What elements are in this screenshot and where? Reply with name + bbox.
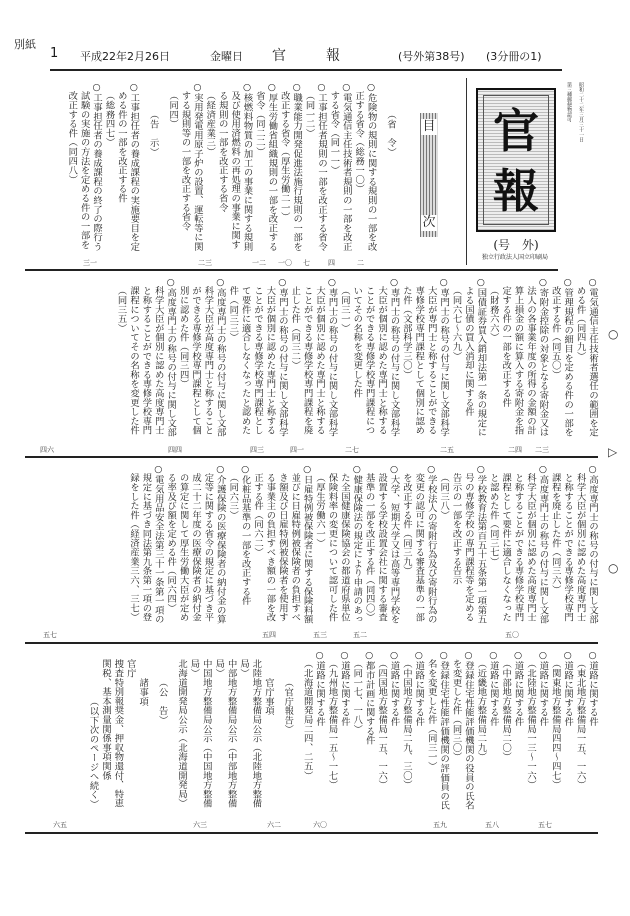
- entry-title: ○道路に関する件: [512, 650, 524, 727]
- subsection-heading: [261, 650, 273, 816]
- postal-permit: 第三種郵便物認可: [566, 82, 572, 122]
- toc-char: 次: [422, 215, 436, 230]
- page-reference-number: 四: [328, 259, 335, 267]
- entry-title: ○管理規程の細目を定める件の一部を改正する件: [549, 277, 574, 437]
- postal-permit-date: 昭和二十二年三月三十一日: [578, 82, 584, 142]
- masthead-char: 官: [493, 104, 539, 158]
- entry-reference: （同四九）: [574, 314, 586, 361]
- entry-reference: （同三七）: [487, 519, 499, 567]
- toc-char: 目: [422, 119, 436, 134]
- extra-edition-label: (号 外): [493, 238, 539, 252]
- entry-title: （省 令）: [385, 109, 396, 157]
- entry-title: 北陸地方整備局公示（北陸地方整備局）: [238, 659, 262, 809]
- entry-title: ○道路に関する件: [587, 650, 598, 727]
- volume-label: (3分冊の1): [486, 50, 542, 63]
- entry-reference: （同三五）: [115, 286, 127, 333]
- entry-title: ○寄附金控除の対象となる寄附金又は法人の各事業年度の所得の金額の計算上損金の額に算入する寄附金を指定する件の一部を改正する件: [500, 277, 549, 437]
- punch-hole-mark: ○: [608, 561, 619, 575]
- entry-reference: （同一二）: [303, 91, 315, 138]
- contents-entry[interactable]: [362, 464, 399, 628]
- entry-title: ○専門士の称号の付与に関し文部科学大臣が個別に認めた専門士と称することができる専修学校専門課程を廃止した件: [289, 277, 338, 437]
- contents-entry[interactable]: [437, 464, 487, 628]
- entry-title: ○道路に関する件: [562, 650, 574, 727]
- page-reference-number: 四三: [250, 446, 264, 454]
- entry-title: ○専門士の称号の付与に関し文部科学大臣が個別に認めた専門士と称することができる専修学校専門課程として要件に適合しなくなったと認めた件: [227, 277, 288, 437]
- contents-entry[interactable]: [313, 464, 363, 628]
- masthead-divider: [466, 78, 467, 265]
- entry-title: （公 告）: [156, 677, 168, 725]
- entry-reference: （総務一〇）: [353, 137, 365, 194]
- page-reference-number: 六五: [53, 821, 67, 829]
- page-reference-number: 二三: [535, 446, 549, 454]
- entry-title: 中部地方整備局公示（中部地方整備局）: [213, 659, 237, 809]
- section-heading: [384, 82, 396, 254]
- contents-entry[interactable]: [548, 277, 573, 441]
- entry-title: ○核燃料物質の加工の事業に関する規則及び使用済燃料の再処理の事業に関する規則の一部を改正する省令: [216, 82, 253, 252]
- gazette-title-1: 官: [272, 48, 286, 64]
- page-reference-number: 四一: [290, 446, 304, 454]
- contents-entry[interactable]: [277, 82, 302, 254]
- entry-reference: （同六四）: [165, 566, 177, 613]
- contents-entry[interactable]: [486, 464, 548, 628]
- contents-entry[interactable]: [203, 82, 253, 254]
- page-reference-number: 五〇: [505, 631, 519, 639]
- contents-entry: [212, 650, 237, 816]
- entry-reference: （同四〇）: [363, 575, 375, 623]
- entry-title: 北海道開発局公示（北海道開発局）: [176, 659, 187, 809]
- entry-title: 官庁: [124, 659, 136, 678]
- page-reference-number: 五四: [262, 631, 276, 639]
- table-of-contents-label: [420, 113, 438, 237]
- entry-title: （官庁報告）: [282, 677, 294, 734]
- contents-entry[interactable]: [573, 650, 598, 816]
- page-reference-number: 一二: [252, 259, 266, 267]
- entry-title: ○介護保険の医療保険者の納付金の算定等に関する省令の規定に基づき平成二十二年度の医療保険者の納付金の算定に関して厚生労働大臣が定める率及び額を定める件: [165, 464, 226, 624]
- entry-title: ○工事担任者の養成課程の終了の際行う試験の実施の方法を定める件の一部を改正する件: [66, 82, 103, 252]
- entry-title: ○高度専門士の称号の付与に関し文部科学大臣が個別に認めた高度専門士と称することができる専修学校専門課程を廃止した件: [549, 464, 598, 624]
- entry-reference: （同六三）: [227, 473, 239, 520]
- page-reference-number: 三一: [83, 259, 97, 267]
- entry-reference: （経済産業三）: [204, 91, 216, 157]
- issue-date: 平成22年2月26日: [80, 50, 170, 63]
- contents-entry[interactable]: [325, 650, 350, 816]
- weekday: 金曜日: [210, 50, 243, 63]
- entry-reference: （東北地方整備局一五、一六）: [574, 659, 586, 790]
- page-reference-number: 四六: [40, 446, 54, 454]
- entry-title: ○道路に関する件: [338, 650, 350, 727]
- entry-title: ○健康保険法の規定により申請のあった全国健康保険協会の都道府県単位保険料率の変更について認可した件: [326, 464, 363, 624]
- publisher: 独立行政法人国立印刷局: [481, 254, 548, 261]
- page-reference-number: 二七: [345, 446, 359, 454]
- entry-reference: （同六二）: [252, 510, 264, 557]
- band-divider: [25, 456, 598, 458]
- entry-reference: （同三二）: [289, 323, 301, 370]
- section-heading: [146, 82, 158, 254]
- page-reference-number: 二五: [440, 446, 454, 454]
- contents-entry[interactable]: [573, 277, 598, 441]
- entry-title: ○工事担任者規則の一部を改正する省令: [315, 82, 327, 252]
- contents-band-1: [25, 82, 403, 254]
- contents-entry[interactable]: [114, 277, 176, 441]
- contents-entry[interactable]: [449, 650, 474, 816]
- contents-entry[interactable]: [102, 82, 139, 254]
- masthead-logo: [476, 88, 556, 232]
- entry-title: ○危険物の規則に関する規則の一部を改正する省令: [353, 82, 377, 252]
- page-reference-number: 七: [303, 259, 310, 267]
- contents-band-2: [25, 277, 598, 441]
- entry-reference: （同一一）: [328, 128, 340, 175]
- entry-title: ○大学、短期大学又は高等専門学校を設置する学校設置会社に関する審査基準の一部を改正する件: [363, 464, 400, 624]
- page-reference-number: 五七: [43, 631, 57, 639]
- page-reference-number: 五二: [353, 631, 367, 639]
- contents-entry: [86, 650, 98, 816]
- subsection-heading: [136, 650, 148, 816]
- contents-entry: [175, 650, 187, 816]
- page-reference-number: 六〇: [313, 821, 327, 829]
- entry-reference: （九州地方整備局一五～一七）: [326, 659, 338, 790]
- page-reference-number: 六三: [193, 821, 207, 829]
- entry-title: ○道路に関する件: [388, 650, 400, 727]
- entry-title: ○電気通信主任技術者規則の一部を改正する省令: [328, 82, 352, 252]
- entry-title: ○電気通信主任技術者選任の範囲を定める件: [574, 277, 598, 437]
- contents-entry[interactable]: [400, 650, 425, 816]
- entry-title: ○高度専門士の称号の付与に関し文部科学大臣が個別に認めた高度専門士と称することができる専修学校専門課程として要件に適合しなくなったと認めた件: [487, 464, 549, 624]
- section-heading: [281, 650, 293, 816]
- entry-reference: （近畿地方整備局二九）: [475, 659, 487, 762]
- contents-entry[interactable]: [226, 277, 288, 441]
- page-reference-number: 五七: [538, 821, 552, 829]
- contents-entry[interactable]: [127, 464, 164, 628]
- entry-title: ○日雇特例被保険者に関する保険料額並びに日雇特例被保険者の負担すべき額及び日雇特例被保険者を使用する事業主の負担すべき額の一部を改正する件: [252, 464, 313, 624]
- entry-reference: （同三一）: [338, 286, 350, 333]
- page-reference-number: 二: [357, 259, 364, 267]
- contents-entry[interactable]: [164, 464, 226, 628]
- band-divider: [25, 642, 598, 644]
- entry-title: ○学校教育法第百五十五条第一項第五号の専修学校の専門課程等を定める告示の一部を改正する告示: [450, 464, 487, 624]
- entry-title: ○高度専門士の称号の付与に関し文部科学大臣が高度専門士と称することができる専修学校専門課程として個別に認めた件: [177, 277, 226, 437]
- entry-title: ○専門士の称号の付与に関し文部科学大臣が個別に認めた専門士と称することができる専修学校専門課程についてその名称を変更した件: [351, 277, 400, 437]
- entry-reference: （同三九）: [400, 529, 412, 576]
- band-divider: [25, 269, 558, 271]
- page-reference-number: 五三: [313, 631, 327, 639]
- page-reference-number: 四四: [168, 446, 182, 454]
- entry-reference: （同一七、一八）: [351, 659, 363, 734]
- page-number: 1: [50, 46, 59, 61]
- entry-title: ○道路に関する件: [314, 650, 326, 727]
- entry-title: 捜査特別報奨金、押収物還付、特恵関税、基本測量関係事項関係: [99, 659, 124, 809]
- contents-entry: [123, 650, 135, 816]
- contents-entry[interactable]: [400, 277, 450, 441]
- contents-entry[interactable]: [375, 650, 400, 816]
- contents-entry[interactable]: [352, 82, 377, 254]
- page-reference-number: 二三: [198, 259, 212, 267]
- contents-entry[interactable]: [166, 82, 203, 254]
- entry-title: ○学校法人の寄附行為及び寄附行為の変更の認可に関する審査基準の一部を改正する件: [400, 464, 437, 624]
- entry-reference: （同三〇）: [450, 715, 462, 762]
- entry-title: 中国地方整備局公示（中国地方整備局）: [188, 659, 212, 809]
- contents-entry[interactable]: [302, 82, 327, 254]
- issue-number: (号外第38号): [398, 50, 465, 63]
- header-rule: [50, 69, 562, 71]
- contents-entry[interactable]: [65, 82, 102, 254]
- entry-reference: （同二二）: [253, 109, 265, 157]
- entry-title: ○実用発電用原子炉の設置、運転等に関する規則等の一部を改正する省令: [179, 82, 203, 252]
- contents-entry[interactable]: [449, 277, 486, 441]
- entry-title: ○工事担任者の養成課程の実施要目を定める件の一部を改正する件: [115, 82, 140, 252]
- entry-reference: （四国地方整備局一五、一六）: [376, 659, 388, 790]
- contents-entry[interactable]: [288, 277, 338, 441]
- entry-reference: （同三一）: [425, 724, 437, 771]
- entry-reference: （同四八）: [66, 137, 78, 185]
- contents-entry[interactable]: [499, 650, 524, 816]
- entry-reference: （経済産業三六、三七）: [127, 519, 139, 623]
- contents-entry[interactable]: [548, 650, 573, 816]
- center-mark: ▷: [608, 445, 618, 459]
- contents-entry[interactable]: [548, 464, 598, 628]
- entry-title: （告 示）: [147, 109, 159, 157]
- entry-title: ○登録住宅性能評価機関の役員の氏名を変更した件: [450, 650, 474, 810]
- contents-entry[interactable]: [327, 82, 352, 254]
- entry-reference: （同三四）: [177, 342, 189, 389]
- entry-reference: （文部科学三〇）: [400, 304, 412, 380]
- page-reference-number: 二四: [508, 446, 522, 454]
- contents-entry: [237, 650, 262, 816]
- entry-reference: （中国地方整備局二九、三〇）: [400, 659, 412, 790]
- masthead-char: 報: [493, 164, 539, 218]
- entry-reference: （中部地方整備局二〇）: [500, 659, 512, 762]
- entry-title: ○職業能力開発促進法施行規則の一部を改正する省令: [278, 82, 303, 252]
- entry-title: ○高度専門士の称号の付与に関し文部科学大臣が個別に認めた高度専門士と称することができる専修学校専門課程についてその名称を変更した件: [127, 277, 177, 437]
- entry-reference: （関東地方整備局四四～四七）: [549, 659, 561, 790]
- contents-entry[interactable]: [300, 650, 325, 816]
- section-heading: [155, 650, 167, 816]
- entry-reference: （同五〇）: [549, 332, 561, 380]
- page-reference-number: 六二: [267, 821, 281, 829]
- contents-entry[interactable]: [350, 650, 375, 816]
- entry-title: 諸事項: [137, 677, 149, 706]
- entry-title: ○都市計画に関する件: [363, 650, 375, 745]
- contents-entry[interactable]: [424, 650, 449, 816]
- page-reference-number: 五八: [485, 821, 499, 829]
- gazette-title-2: 報: [326, 48, 340, 64]
- contents-entry[interactable]: [176, 277, 226, 441]
- entry-title: ○登録住宅性能評価機関の評価員の氏名を変更した件: [425, 650, 450, 810]
- contents-band-4: [25, 650, 598, 816]
- entry-title: 官庁事項: [262, 677, 274, 716]
- contents-entry[interactable]: [337, 277, 399, 441]
- entry-title: ○国債証券買入銷却法第一条の規定による国債の買入消却に関する件: [462, 277, 487, 437]
- punch-hole-mark: ○: [608, 327, 619, 341]
- page-reference-number: 一〇: [278, 259, 292, 267]
- entry-reference: （同三三）: [227, 295, 239, 343]
- contents-entry: [187, 650, 212, 816]
- entry-reference: （北陸地方整備局一三～一六）: [524, 659, 536, 790]
- contents-entry[interactable]: [474, 650, 499, 816]
- entry-reference: （厚生労働二一）: [278, 147, 290, 222]
- entry-title: ○電気用品安全法第三十一条第一項の規定に基づき同法第九条第一項の登録をした件: [127, 464, 164, 624]
- contents-entry[interactable]: [400, 464, 437, 628]
- entry-reference: （北海道開発局二四、二五）: [301, 659, 313, 781]
- entry-reference: （同三八）: [438, 473, 450, 520]
- contents-entry[interactable]: [524, 650, 549, 816]
- entry-title: ○道路に関する件: [487, 650, 499, 727]
- entry-reference: （厚生労働六一）: [314, 473, 326, 548]
- contents-entry[interactable]: [253, 82, 278, 254]
- contents-band-3: [25, 464, 598, 628]
- entry-title: ○化粧品基準の一部を改正する件: [239, 464, 251, 606]
- entry-reference: （総務四七）: [103, 91, 115, 148]
- attachment-label: 別紙: [14, 38, 36, 51]
- contents-entry[interactable]: [226, 464, 251, 628]
- entry-reference: （財務六六）: [487, 286, 499, 343]
- contents-entry[interactable]: [251, 464, 313, 628]
- page-reference-number: 五九: [433, 821, 447, 829]
- entry-reference: （同六七～六九）: [450, 286, 462, 361]
- entry-title: ○厚生労働省組織規則の一部を改正する省令: [253, 82, 278, 252]
- entry-title: （以下次のページへ続く）: [87, 696, 99, 809]
- band-divider: [25, 832, 598, 834]
- entry-reference: （同四）: [167, 91, 179, 129]
- entry-title: ○道路に関する件: [537, 650, 549, 727]
- contents-entry: [99, 650, 124, 816]
- entry-title: ○道路に関する件: [413, 650, 425, 727]
- entry-reference: （同三六）: [549, 547, 561, 595]
- contents-entry[interactable]: [486, 277, 548, 441]
- entry-title: ○専門士の称号の付与に関し文部科学大臣が専門士と称することができる専修学校専門課程として個別に認めた件: [400, 277, 450, 437]
